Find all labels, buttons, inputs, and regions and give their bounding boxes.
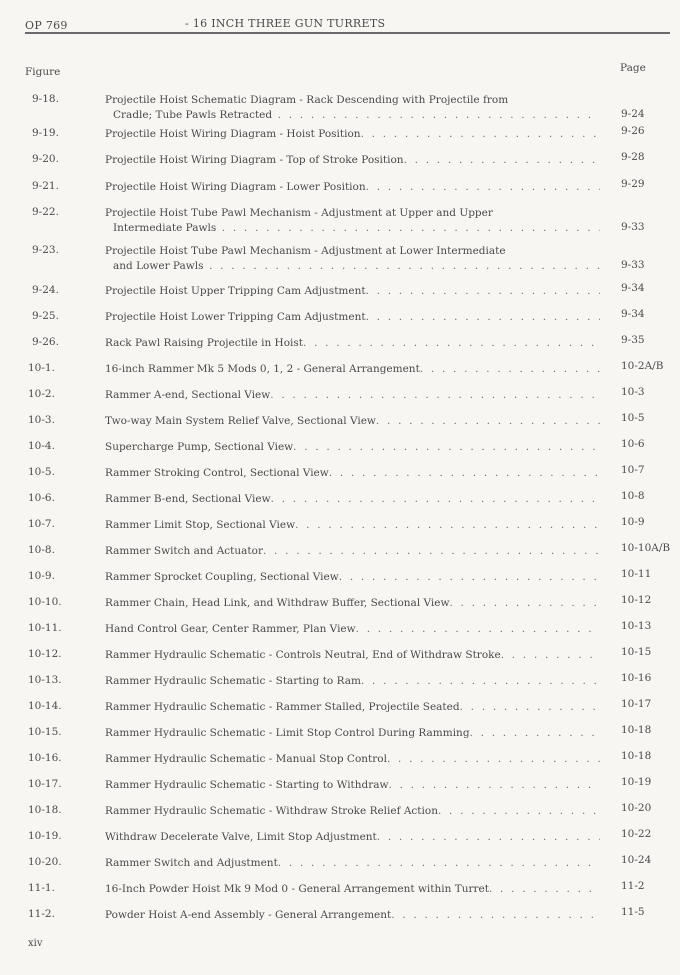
figure-title-line2 — [105, 108, 600, 123]
page-reference: 9-24 — [621, 108, 645, 120]
page-reference: 10-15 — [621, 646, 652, 658]
figure-title-text: and Lower Pawls — [113, 260, 204, 272]
figure-title — [105, 388, 600, 403]
figure-title — [105, 127, 600, 142]
page-reference: 11-5 — [621, 906, 645, 918]
figure-title-line2 — [105, 221, 600, 236]
dot-leader — [295, 518, 600, 533]
figure-title-line2 — [105, 259, 600, 274]
figure-title-line1: Projectile Hoist Tube Pawl Mechanism - Adjustment at Upper and Upper — [105, 207, 493, 219]
dot-leader — [270, 388, 600, 403]
figure-title-text: Rammer Stroking Control, Sectional View — [105, 467, 329, 479]
page-reference: 10-20 — [621, 802, 652, 814]
figure-title-text: Projectile Hoist Wiring Diagram - Lower Position — [105, 181, 366, 193]
figure-title-text: Projectile Hoist Wiring Diagram - Top of Stroke Position — [105, 154, 404, 166]
page-number: xiv — [28, 938, 43, 949]
page-reference: 10-19 — [621, 776, 652, 788]
figure-title — [105, 544, 600, 559]
page-column-heading: Page — [620, 62, 646, 74]
figure-title-text: Rammer Chain, Head Link, and Withdraw Buffer, Sectional View — [105, 597, 450, 609]
figure-title — [105, 284, 600, 299]
page-reference: 9-34 — [621, 308, 645, 320]
figure-number: 9-20. — [32, 153, 59, 165]
figure-column-heading: Figure — [25, 66, 61, 78]
figure-number: 9-24. — [32, 284, 59, 296]
figure-title — [105, 856, 600, 871]
figure-title-line1: Projectile Hoist Schematic Diagram - Rack Descending with Projectile from — [105, 94, 509, 106]
figure-number: 10-5. — [28, 466, 55, 478]
figure-number: 10-20. — [28, 856, 62, 868]
figure-title — [105, 908, 600, 923]
figure-title — [105, 622, 600, 637]
page-reference: 10-22 — [621, 828, 652, 840]
figure-title — [105, 596, 600, 611]
page-reference: 10-10A/B — [621, 542, 671, 554]
figure-number: 10-13. — [28, 674, 62, 686]
page-reference: 11-2 — [621, 880, 645, 892]
dot-leader — [366, 284, 600, 299]
header-rule — [25, 32, 670, 34]
page-reference: 9-34 — [621, 282, 645, 294]
figure-title-text: Supercharge Pump, Sectional View — [105, 441, 294, 453]
figure-title-text: Rammer B-end, Sectional View — [105, 493, 271, 505]
figure-title-text: Projectile Hoist Upper Tripping Cam Adjustment — [105, 285, 366, 297]
figure-title-text: Rammer Hydraulic Schematic - Rammer Stalled, Projectile Seated — [105, 701, 460, 713]
figure-number: 10-11. — [28, 622, 62, 634]
dot-leader — [272, 109, 600, 121]
figure-title-text: Rammer Switch and Adjustment — [105, 857, 278, 869]
figure-title-text: 16-inch Rammer Mk 5 Mods 0, 1, 2 - General Arrangement — [105, 363, 420, 375]
page-reference: 10-13 — [621, 620, 652, 632]
dot-leader — [449, 596, 600, 611]
figure-number: 10-19. — [28, 830, 62, 842]
figure-number: 9-21. — [32, 180, 59, 192]
figure-number: 10-12. — [28, 648, 62, 660]
figure-number: 11-1. — [28, 882, 55, 894]
figure-title — [105, 244, 600, 274]
figure-number: 10-17. — [28, 778, 62, 790]
figure-title — [105, 830, 600, 845]
figure-title — [105, 93, 600, 123]
page-reference: 9-26 — [621, 125, 645, 137]
figure-title-text: Rammer Hydraulic Schematic - Limit Stop Control During Ramming — [105, 727, 470, 739]
figure-number: 10-16. — [28, 752, 62, 764]
dot-leader — [366, 310, 600, 325]
figure-number: 10-9. — [28, 570, 55, 582]
figure-title — [105, 570, 600, 585]
dot-leader — [356, 622, 600, 637]
page-reference: 9-29 — [621, 178, 645, 190]
figure-title-text: Rammer Hydraulic Schematic - Starting to Withdraw — [105, 779, 389, 791]
dot-leader — [293, 440, 600, 455]
dot-leader — [271, 492, 600, 507]
page-reference: 10-18 — [621, 724, 652, 736]
figure-title — [105, 778, 600, 793]
figure-title-text: Rammer Hydraulic Schematic - Manual Stop Control — [105, 753, 387, 765]
page-reference: 9-28 — [621, 151, 645, 163]
dot-leader — [361, 674, 600, 689]
figure-title — [105, 882, 600, 897]
figure-title — [105, 414, 600, 429]
page-reference: 10-11 — [621, 568, 652, 580]
page-reference: 9-33 — [621, 221, 645, 233]
figure-title-text: Rammer Limit Stop, Sectional View — [105, 519, 296, 531]
dot-leader — [278, 856, 600, 871]
page-reference: 10-24 — [621, 854, 652, 866]
figure-title — [105, 752, 600, 767]
figure-title — [105, 518, 600, 533]
figure-title — [105, 153, 600, 168]
figure-number: 9-18. — [32, 93, 59, 105]
page-reference: 10-9 — [621, 516, 645, 528]
dot-leader — [501, 648, 600, 663]
figure-title-text: Rammer Hydraulic Schematic - Controls Neutral, End of Withdraw Stroke — [105, 649, 501, 661]
figure-number: 10-4. — [28, 440, 55, 452]
figure-title-text: Rammer Hydraulic Schematic - Withdraw Stroke Relief Action — [105, 805, 438, 817]
figure-number: 9-19. — [32, 127, 59, 139]
dot-leader — [391, 908, 600, 923]
figure-number: 10-3. — [28, 414, 55, 426]
dot-leader — [404, 153, 600, 168]
figure-title — [105, 336, 600, 351]
figure-title — [105, 310, 600, 325]
dot-leader — [460, 700, 600, 715]
figure-title-text: Projectile Hoist Wiring Diagram - Hoist Position — [105, 128, 361, 140]
page-reference: 10-17 — [621, 698, 652, 710]
dot-leader — [329, 466, 600, 481]
document-title: - 16 INCH THREE GUN TURRETS — [185, 17, 386, 30]
figure-number: 10-18. — [28, 804, 62, 816]
figure-title — [105, 466, 600, 481]
page-reference: 10-2A/B — [621, 360, 664, 372]
figure-title — [105, 700, 600, 715]
figure-title — [105, 440, 600, 455]
figure-title-text: Rack Pawl Raising Projectile in Hoist — [105, 337, 304, 349]
dot-leader — [361, 127, 600, 142]
figure-number: 10-2. — [28, 388, 55, 400]
dot-leader — [438, 804, 600, 819]
figure-number: 10-7. — [28, 518, 55, 530]
dot-leader — [377, 830, 600, 845]
figure-number: 11-2. — [28, 908, 55, 920]
figure-title — [105, 362, 600, 377]
dot-leader — [303, 336, 600, 351]
figure-title — [105, 726, 600, 741]
dot-leader — [420, 362, 600, 377]
figure-title-text: Rammer Switch and Actuator — [105, 545, 263, 557]
figure-title-text: Rammer Hydraulic Schematic - Starting to Ram — [105, 675, 361, 687]
dot-leader — [389, 778, 600, 793]
page-reference: 10-6 — [621, 438, 645, 450]
figure-number: 9-25. — [32, 310, 59, 322]
figure-title — [105, 674, 600, 689]
page-reference: 10-3 — [621, 386, 645, 398]
page-reference: 9-33 — [621, 259, 645, 271]
figure-number: 10-14. — [28, 700, 62, 712]
figure-title — [105, 804, 600, 819]
figure-title-text: 16-Inch Powder Hoist Mk 9 Mod 0 - General Arrangement within Turret — [105, 883, 489, 895]
dot-leader — [204, 260, 600, 272]
figure-title-text: Two-way Main System Relief Valve, Sectional View — [105, 415, 376, 427]
figure-title — [105, 180, 600, 195]
figure-number: 10-15. — [28, 726, 62, 738]
figure-title-text: Rammer Sprocket Coupling, Sectional View — [105, 571, 339, 583]
page-reference: 10-7 — [621, 464, 645, 476]
figure-title-text: Intermediate Pawls — [113, 222, 217, 234]
figure-title-text: Projectile Hoist Lower Tripping Cam Adjustment — [105, 311, 366, 323]
dot-leader — [366, 180, 600, 195]
document-id: OP 769 — [25, 19, 68, 32]
figure-title-text: Withdraw Decelerate Valve, Limit Stop Adjustment — [105, 831, 377, 843]
figure-title — [105, 492, 600, 507]
figure-number: 9-26. — [32, 336, 59, 348]
figure-number: 9-23. — [32, 244, 59, 256]
dot-leader — [489, 882, 600, 897]
figure-title-text: Rammer A-end, Sectional View — [105, 389, 271, 401]
page-reference: 10-16 — [621, 672, 652, 684]
dot-leader — [216, 222, 600, 234]
page-reference: 10-5 — [621, 412, 645, 424]
figure-number: 10-1. — [28, 362, 55, 374]
figure-number: 10-8. — [28, 544, 55, 556]
dot-leader — [376, 414, 600, 429]
dot-leader — [387, 752, 600, 767]
page-reference: 10-18 — [621, 750, 652, 762]
dot-leader — [339, 570, 600, 585]
figure-number: 10-10. — [28, 596, 62, 608]
figure-title-text: Hand Control Gear, Center Rammer, Plan View — [105, 623, 356, 635]
dot-leader — [263, 544, 600, 559]
page-reference: 10-12 — [621, 594, 652, 606]
figure-number: 9-22. — [32, 206, 59, 218]
figure-title-text: Cradle; Tube Pawls Retracted — [113, 109, 273, 121]
figure-title-text: Powder Hoist A-end Assembly - General Arrangement — [105, 909, 392, 921]
figure-number: 10-6. — [28, 492, 55, 504]
figure-title-line1: Projectile Hoist Tube Pawl Mechanism - Adjustment at Lower Intermediate — [105, 245, 506, 257]
page-reference: 9-35 — [621, 334, 645, 346]
figure-title — [105, 206, 600, 236]
dot-leader — [470, 726, 600, 741]
figure-title — [105, 648, 600, 663]
page-reference: 10-8 — [621, 490, 645, 502]
